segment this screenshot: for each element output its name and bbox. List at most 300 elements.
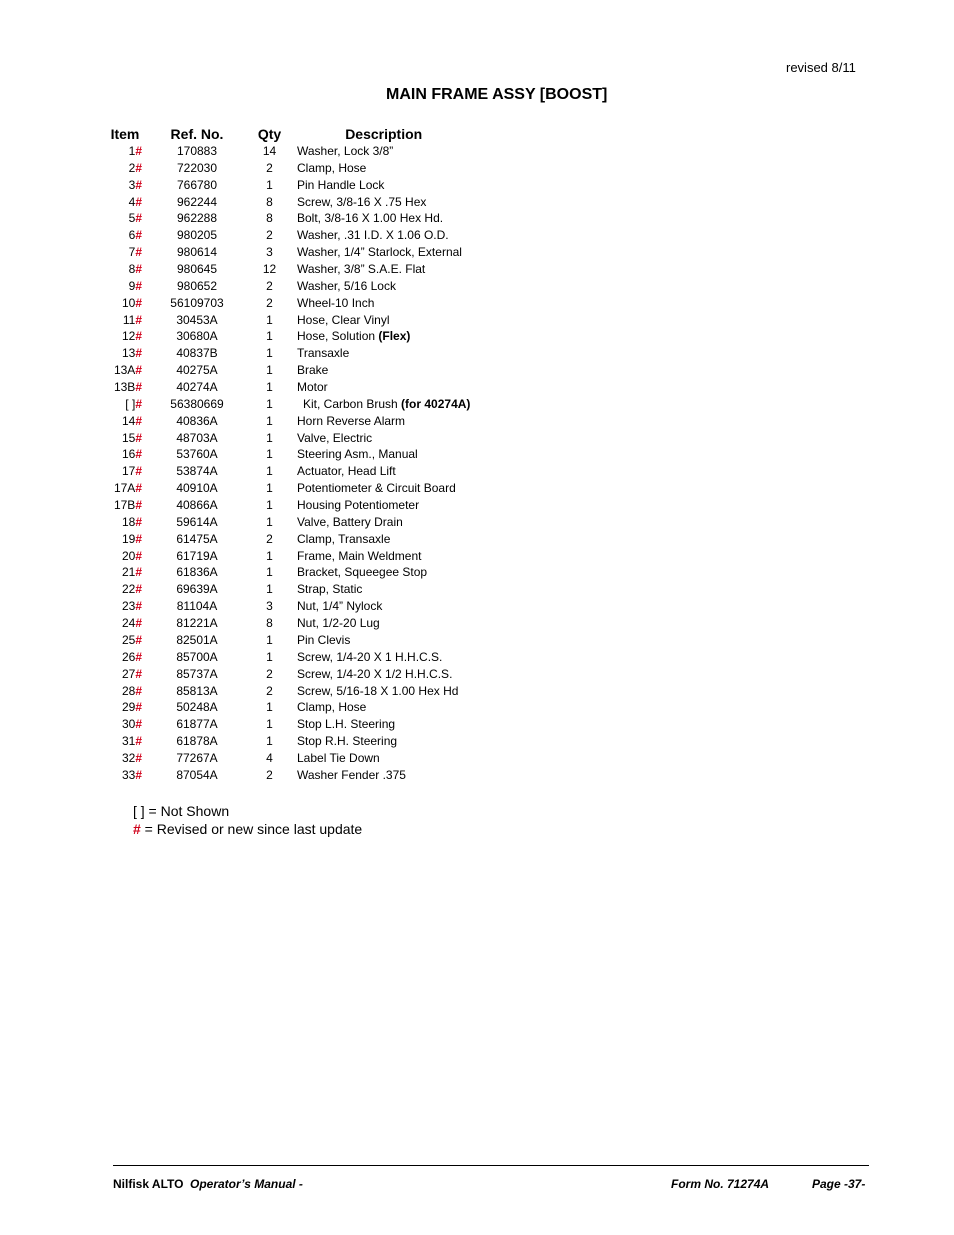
item-cell — [108, 632, 142, 649]
ref-no-cell: 40274A — [176, 380, 218, 395]
table-row — [108, 699, 470, 716]
revised-mark: # — [135, 700, 142, 715]
item-number: 4 — [128, 194, 136, 209]
revised-mark: # — [135, 734, 142, 749]
description-text — [297, 313, 389, 327]
description-main: Screw, 1/4-20 X 1/2 H.H.C.S. — [297, 666, 453, 681]
qty-cell: 1 — [266, 447, 273, 462]
item-cell — [108, 497, 142, 514]
description-cell — [287, 379, 470, 396]
table-row — [108, 345, 470, 362]
revised-mark: # — [135, 565, 142, 580]
item-number: 32 — [121, 750, 136, 765]
qty-cell: 1 — [266, 582, 273, 597]
table-row — [108, 227, 470, 244]
item-number: 28 — [121, 683, 136, 698]
table-row — [108, 750, 470, 767]
table-row — [108, 581, 470, 598]
qty-cell: 1 — [266, 632, 273, 647]
qty-cell: 1 — [266, 498, 273, 513]
item-cell — [108, 733, 142, 750]
item-cell — [108, 699, 142, 716]
qty-cell: 2 — [266, 295, 273, 310]
qty-cell: 1 — [266, 430, 273, 445]
page-title: MAIN FRAME ASSY [BOOST] — [386, 86, 608, 103]
description-emphasis: (for 40274A) — [401, 396, 471, 411]
item-number: 13B — [113, 380, 136, 395]
item-number: 11 — [122, 312, 136, 327]
table-row — [108, 143, 470, 160]
description-main: Actuator, Head Lift — [297, 464, 396, 479]
ref-no-cell: 30680A — [176, 329, 218, 344]
description-cell — [287, 598, 470, 615]
revised-mark: # — [135, 717, 142, 732]
revised-mark: # — [135, 632, 142, 647]
qty-cell: 8 — [266, 616, 273, 631]
description-text — [297, 734, 397, 748]
description-text — [297, 363, 328, 377]
item-cell — [108, 649, 142, 666]
item-cell — [108, 177, 142, 194]
revised-mark: # — [135, 295, 142, 310]
table-row — [108, 194, 470, 211]
description-cell — [287, 497, 470, 514]
description-text — [297, 616, 380, 630]
footer-page-number: Page -37- — [812, 1177, 866, 1191]
description-cell — [287, 750, 470, 767]
table-row — [108, 430, 470, 447]
item-number: [ ] — [125, 396, 136, 411]
description-main: Pin Clevis — [297, 632, 351, 647]
description-cell — [287, 261, 470, 278]
item-cell — [108, 767, 142, 784]
description-cell — [287, 244, 470, 261]
description-text — [297, 228, 449, 242]
ref-no-cell: 722030 — [176, 160, 218, 175]
description-text — [297, 599, 382, 613]
qty-cell: 1 — [266, 464, 273, 479]
revised-mark: # — [135, 194, 142, 209]
item-cell — [108, 278, 142, 295]
item-cell — [108, 463, 142, 480]
item-cell — [108, 160, 142, 177]
description-cell — [287, 160, 470, 177]
qty-cell: 1 — [266, 380, 273, 395]
revised-mark: # — [135, 498, 142, 513]
item-cell — [108, 413, 142, 430]
item-cell — [108, 244, 142, 261]
description-main: Brake — [297, 363, 329, 378]
description-main: Label Tie Down — [297, 750, 380, 765]
item-cell — [108, 598, 142, 615]
item-number: 9 — [128, 278, 136, 293]
revised-mark: # — [135, 346, 142, 361]
description-text — [297, 481, 456, 495]
item-number: 30 — [121, 717, 136, 732]
description-text — [297, 262, 425, 276]
qty-cell: 2 — [266, 666, 273, 681]
qty-cell: 2 — [266, 767, 273, 782]
ref-no-cell: 53874A — [176, 464, 218, 479]
description-main: Bracket, Squeegee Stop — [297, 565, 428, 580]
revised-mark: # — [135, 144, 142, 158]
description-cell — [287, 345, 470, 362]
description-text — [297, 650, 442, 664]
table-row — [108, 210, 470, 227]
revised-mark: # — [135, 211, 142, 226]
table-row — [108, 514, 470, 531]
description-text — [297, 431, 372, 445]
revised-mark: # — [135, 666, 142, 681]
description-main: Clamp, Transaxle — [297, 531, 391, 546]
ref-no-cell: 81221A — [176, 616, 218, 631]
qty-cell: 1 — [266, 481, 273, 496]
qty-cell: 1 — [266, 312, 273, 327]
description-text — [297, 717, 395, 731]
item-cell — [108, 666, 142, 683]
item-number: 6 — [128, 228, 136, 243]
item-number: 15 — [121, 430, 136, 445]
item-number: 26 — [121, 649, 136, 664]
item-number: 20 — [121, 548, 136, 563]
revision-note: revised 8/11 — [786, 60, 856, 75]
table-row — [108, 683, 470, 700]
qty-cell: 2 — [266, 160, 273, 175]
description-cell — [287, 716, 470, 733]
description-text — [297, 346, 349, 360]
description-text — [297, 549, 421, 563]
qty-cell: 1 — [266, 413, 273, 428]
item-number: 19 — [121, 531, 136, 546]
item-cell — [108, 194, 142, 211]
description-cell — [287, 531, 470, 548]
description-cell — [287, 227, 470, 244]
description-main: Nut, 1/4” Nylock — [297, 599, 383, 614]
ref-no-cell: 85813A — [176, 683, 218, 698]
description-cell — [287, 733, 470, 750]
item-cell — [108, 210, 142, 227]
description-main: Hose, Solution — [297, 329, 379, 344]
description-cell — [287, 615, 470, 632]
description-cell — [287, 362, 470, 379]
qty-cell: 8 — [266, 211, 273, 226]
item-cell — [108, 514, 142, 531]
description-cell — [287, 295, 470, 312]
revised-mark: # — [135, 329, 142, 344]
item-number: 23 — [121, 599, 136, 614]
description-emphasis: (Flex) — [378, 329, 411, 344]
description-cell — [287, 666, 470, 683]
revised-mark: # — [135, 616, 142, 631]
item-number: 33 — [121, 767, 136, 782]
item-cell — [108, 345, 142, 362]
item-number: 27 — [121, 666, 136, 681]
ref-no-cell: 30453A — [176, 312, 218, 327]
description-main: Hose, Clear Vinyl — [297, 312, 390, 327]
description-main: Kit, Carbon Brush — [303, 396, 402, 411]
qty-cell: 1 — [266, 177, 273, 192]
item-number: 21 — [121, 565, 136, 580]
item-number: 29 — [121, 700, 136, 715]
table-row — [108, 548, 470, 565]
description-text — [297, 515, 403, 529]
description-cell — [287, 683, 470, 700]
item-number: 31 — [121, 734, 136, 749]
item-cell — [108, 750, 142, 767]
qty-cell: 1 — [266, 514, 273, 529]
ref-no-cell: 56109703 — [170, 295, 224, 310]
table-row — [108, 531, 470, 548]
revised-mark: # — [133, 821, 141, 837]
description-text — [297, 464, 396, 478]
description-text — [297, 633, 350, 647]
ref-no-cell: 59614A — [176, 514, 218, 529]
legend-not-shown: [ ] = Not Shown — [133, 803, 230, 819]
table-row — [108, 295, 470, 312]
description-text — [297, 532, 390, 546]
description-main: Washer, 1/4” Starlock, External — [297, 245, 462, 260]
table-row — [108, 413, 470, 430]
revised-mark: # — [135, 396, 142, 411]
ref-no-cell: 48703A — [176, 430, 218, 445]
description-text — [297, 414, 405, 428]
description-main: Strap, Static — [297, 582, 363, 597]
description-text — [297, 211, 443, 225]
description-text — [297, 397, 470, 411]
description-text — [297, 768, 406, 782]
item-cell — [108, 446, 142, 463]
legend-revised — [133, 820, 362, 838]
description-cell — [287, 767, 470, 784]
revised-mark: # — [135, 767, 142, 782]
item-cell — [108, 430, 142, 447]
footer-divider — [113, 1165, 869, 1166]
revised-mark: # — [135, 750, 142, 765]
qty-cell: 4 — [266, 750, 273, 765]
ref-no-cell: 40910A — [176, 481, 218, 496]
revised-mark: # — [135, 413, 142, 428]
description-text — [297, 144, 393, 158]
description-cell — [287, 649, 470, 666]
description-main: Valve, Battery Drain — [297, 514, 403, 529]
description-main: Housing Potentiometer — [297, 498, 420, 513]
table-row — [108, 716, 470, 733]
description-main: Wheel-10 Inch — [297, 295, 375, 310]
qty-cell: 8 — [266, 194, 273, 209]
footer-brand: Nilfisk ALTO — [113, 1177, 184, 1191]
description-cell — [287, 548, 470, 565]
table-row — [108, 598, 470, 615]
legend — [133, 802, 362, 838]
table-row — [108, 480, 470, 497]
ref-no-cell: 170883 — [176, 144, 218, 158]
description-text — [297, 296, 374, 310]
item-cell — [108, 312, 142, 329]
item-cell — [108, 581, 142, 598]
revised-mark: # — [135, 177, 142, 192]
description-main: Screw, 5/16-18 X 1.00 Hex Hd — [297, 683, 459, 698]
qty-cell: 3 — [266, 245, 273, 260]
item-cell — [108, 379, 142, 396]
table-row — [108, 379, 470, 396]
revised-mark: # — [135, 447, 142, 462]
description-main: Clamp, Hose — [297, 700, 367, 715]
legend-revised-text: = Revised or new since last update — [140, 821, 363, 837]
description-main: Transaxle — [297, 346, 350, 361]
qty-cell: 2 — [266, 228, 273, 243]
description-cell — [287, 396, 470, 413]
description-cell — [287, 564, 470, 581]
ref-no-cell: 85700A — [176, 649, 218, 664]
description-text — [297, 195, 426, 209]
item-number: 16 — [121, 447, 136, 462]
item-cell — [108, 295, 142, 312]
revised-mark: # — [135, 548, 142, 563]
description-main: Nut, 1/2-20 Lug — [297, 616, 380, 631]
description-text — [297, 380, 328, 394]
item-number: 17 — [121, 464, 136, 479]
ref-no-cell: 40836A — [176, 413, 218, 428]
description-cell — [287, 143, 470, 160]
revised-mark: # — [135, 262, 142, 277]
item-cell — [108, 143, 142, 160]
item-number: 1 — [128, 144, 136, 158]
item-number: 14 — [121, 413, 136, 428]
item-number: 17A — [113, 481, 136, 496]
qty-cell: 1 — [266, 363, 273, 378]
ref-no-cell: 980205 — [176, 228, 218, 243]
item-number: 8 — [128, 262, 136, 277]
ref-no-cell: 56380669 — [170, 396, 224, 411]
ref-no-cell: 40866A — [176, 498, 218, 513]
description-cell — [287, 480, 470, 497]
ref-no-cell: 69639A — [176, 582, 218, 597]
description-cell — [287, 210, 470, 227]
item-number: 2 — [128, 160, 136, 175]
table-row — [108, 278, 470, 295]
description-text — [297, 667, 452, 681]
description-main: Washer, 5/16 Lock — [297, 278, 396, 293]
qty-cell: 12 — [262, 262, 277, 277]
revised-mark: # — [135, 514, 142, 529]
description-text — [297, 700, 366, 714]
item-number: 13 — [121, 346, 136, 361]
parts-table-body — [108, 143, 470, 784]
revised-mark: # — [135, 599, 142, 614]
column-header-ref-no: Ref. No. — [170, 126, 224, 142]
item-number: 24 — [121, 616, 136, 631]
revised-mark: # — [135, 245, 142, 260]
qty-cell: 1 — [266, 700, 273, 715]
item-number: 10 — [121, 295, 136, 310]
table-row — [108, 615, 470, 632]
ref-no-cell: 87054A — [176, 767, 218, 782]
ref-no-cell: 61878A — [176, 734, 218, 749]
revised-mark: # — [135, 278, 142, 293]
qty-cell: 1 — [266, 329, 273, 344]
qty-cell: 14 — [262, 144, 277, 158]
item-number: 18 — [121, 514, 136, 529]
qty-cell: 1 — [266, 649, 273, 664]
description-cell — [287, 699, 470, 716]
revised-mark: # — [135, 160, 142, 175]
description-text — [297, 329, 410, 343]
description-main: Screw, 3/8-16 X .75 Hex — [297, 194, 427, 209]
ref-no-cell: 50248A — [176, 700, 218, 715]
table-row — [108, 497, 470, 514]
item-number: 3 — [128, 177, 136, 192]
revised-mark: # — [135, 683, 142, 698]
description-cell — [287, 581, 470, 598]
description-main: Stop L.H. Steering — [297, 717, 396, 732]
table-row — [108, 632, 470, 649]
description-main: Washer Fender .375 — [297, 767, 406, 782]
description-main: Washer, 3/8” S.A.E. Flat — [297, 262, 426, 277]
description-cell — [287, 446, 470, 463]
column-header-description: Description — [345, 126, 423, 142]
description-main: Washer, .31 I.D. X 1.06 O.D. — [297, 228, 449, 243]
item-cell — [108, 564, 142, 581]
description-main: Screw, 1/4-20 X 1 H.H.C.S. — [297, 649, 443, 664]
table-row — [108, 261, 470, 278]
column-header-qty: Qty — [257, 126, 282, 142]
item-number: 5 — [128, 211, 136, 226]
table-row — [108, 244, 470, 261]
qty-cell: 1 — [266, 396, 273, 411]
item-cell — [108, 615, 142, 632]
item-number: 12 — [121, 329, 136, 344]
revised-mark: # — [135, 464, 142, 479]
table-row — [108, 312, 470, 329]
description-cell — [287, 312, 470, 329]
ref-no-cell: 962244 — [176, 194, 218, 209]
description-cell — [287, 632, 470, 649]
table-row — [108, 733, 470, 750]
item-cell — [108, 396, 142, 413]
ref-no-cell: 82501A — [176, 632, 218, 647]
description-text — [297, 245, 462, 259]
item-cell — [108, 480, 142, 497]
qty-cell: 1 — [266, 717, 273, 732]
item-cell — [108, 362, 142, 379]
revised-mark: # — [135, 228, 142, 243]
item-cell — [108, 716, 142, 733]
description-text — [297, 751, 380, 765]
table-row — [108, 177, 470, 194]
table-row — [108, 767, 470, 784]
qty-cell: 1 — [266, 734, 273, 749]
description-cell — [287, 463, 470, 480]
ref-no-cell: 980645 — [176, 262, 218, 277]
item-number: 25 — [121, 632, 136, 647]
qty-cell: 2 — [266, 531, 273, 546]
ref-no-cell: 40275A — [176, 363, 218, 378]
description-cell — [287, 514, 470, 531]
ref-no-cell: 980652 — [176, 278, 218, 293]
description-text — [297, 447, 418, 461]
description-cell — [287, 278, 470, 295]
description-main: Pin Handle Lock — [297, 177, 385, 192]
ref-no-cell: 85737A — [176, 666, 218, 681]
revised-mark: # — [135, 481, 142, 496]
description-cell — [287, 430, 470, 447]
ref-no-cell: 980614 — [176, 245, 218, 260]
description-text — [297, 279, 396, 293]
description-main: Steering Asm., Manual — [297, 447, 418, 462]
parts-table — [108, 125, 470, 784]
item-cell — [108, 683, 142, 700]
revised-mark: # — [135, 312, 142, 327]
